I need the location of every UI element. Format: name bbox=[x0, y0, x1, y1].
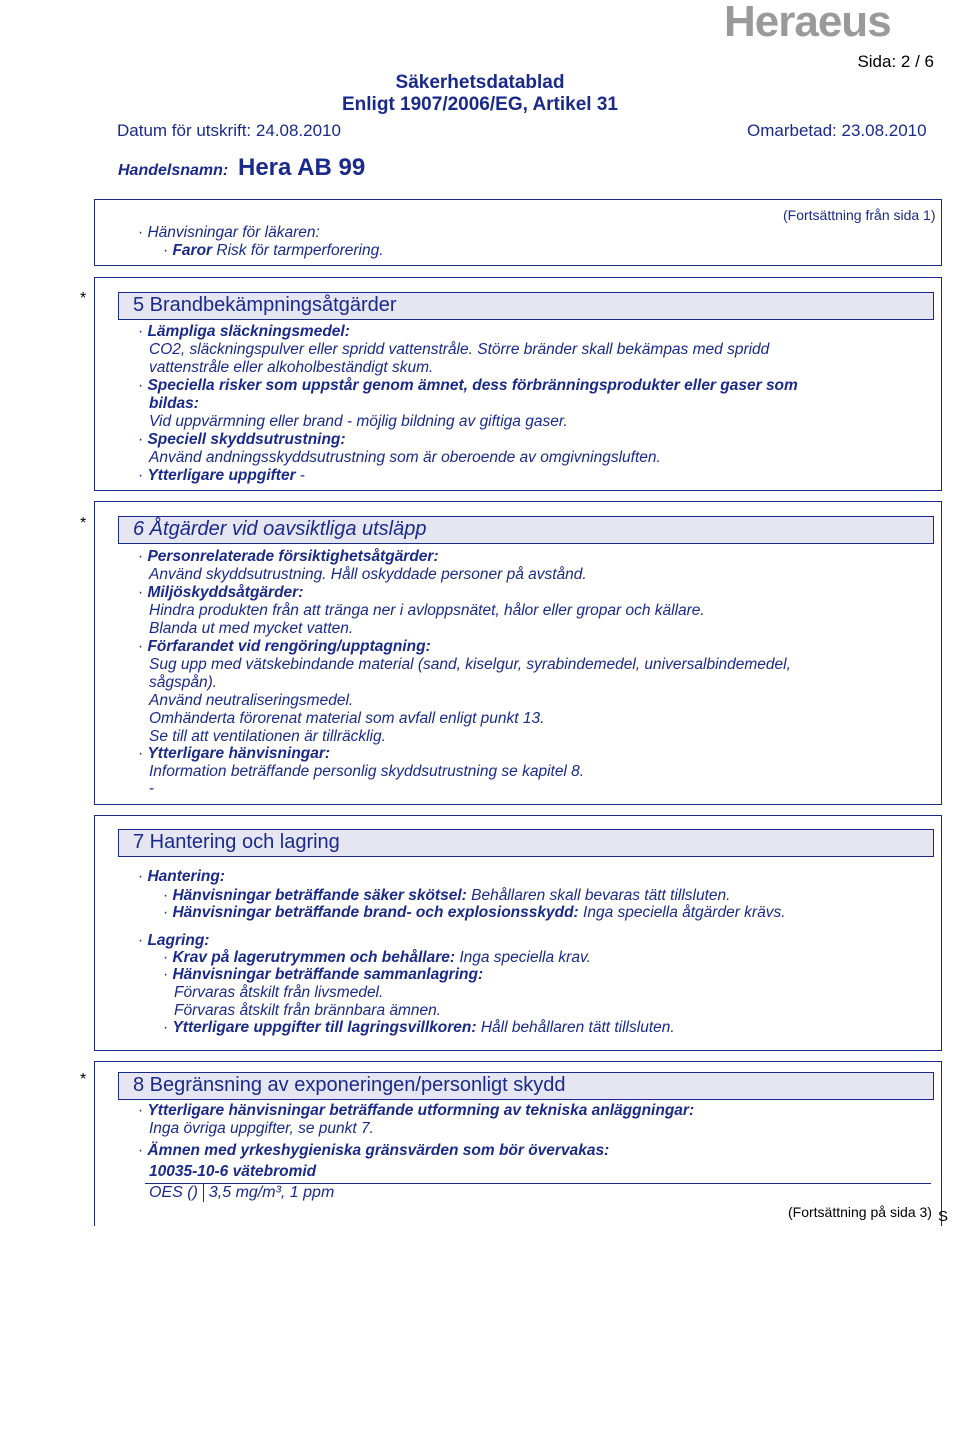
s7-storage-req-value: Inga speciella krav. bbox=[459, 949, 591, 966]
section-8-heading-bar bbox=[118, 1072, 934, 1100]
revised-date: Omarbetad: 23.08.2010 bbox=[747, 121, 927, 140]
s7-storage-conditions-label: Ytterligare uppgifter till lagringsvillkoren: bbox=[172, 1019, 477, 1036]
heraeus-logo: Heraeus bbox=[724, 0, 891, 46]
s6-further-refs-label: Ytterligare hänvisningar: bbox=[147, 745, 331, 762]
s7-storage-conditions-value: Håll behållaren tätt tillsluten. bbox=[480, 1019, 675, 1036]
s7-fire-protection-label: Hänvisningar beträffande brand- och explosionsskydd: bbox=[172, 904, 579, 921]
s6-cleanup-label: Förfarandet vid rengöring/upptagning: bbox=[147, 638, 431, 655]
s5-line-8: Använd andningsskyddsutrustning som är oberoende av omgivningsluften. bbox=[149, 449, 661, 466]
print-date: Datum för utskrift: 24.08.2010 bbox=[117, 121, 341, 140]
s6-line-11: Se till att ventilationen är tillräcklig. bbox=[149, 728, 386, 745]
s8-exposure-limits-label: Ämnen med yrkeshygieniska gränsvärden som bör övervakas: bbox=[147, 1142, 610, 1159]
section-6-heading-bar bbox=[118, 516, 934, 544]
s6-line-5: Blanda ut med mycket vatten. bbox=[149, 620, 354, 637]
continued-from: (Fortsättning från sida 1) bbox=[783, 207, 936, 223]
section-7-heading: 7 Hantering och lagring bbox=[133, 831, 340, 853]
s5-special-risks-label: Speciella risker som uppstår genom ämnet, dess förbränningsprodukter eller gaser som bbox=[147, 377, 798, 394]
section-5-star: * bbox=[80, 290, 87, 307]
s7-safe-handling-label: Hänvisningar beträffande säker skötsel: bbox=[172, 887, 467, 904]
limit-type-cell: OES () bbox=[149, 1184, 198, 1201]
document-title: Säkerhetsdatablad bbox=[395, 72, 565, 93]
s5-line-3: vattenstråle eller alkoholbeständigt skum. bbox=[149, 359, 434, 376]
section-5-heading-bar bbox=[118, 292, 934, 320]
continued-on: (Fortsättning på sida 3) bbox=[788, 1204, 932, 1220]
section-6-heading: 6 Åtgärder vid oavsiktliga utsläpp bbox=[133, 518, 427, 540]
s5-further-info-value: - bbox=[299, 467, 306, 484]
s6-environmental-label: Miljöskyddsåtgärder: bbox=[147, 584, 304, 601]
hazards-text: Risk för tarmperforering. bbox=[216, 242, 384, 259]
s5-line-5: bildas: bbox=[149, 395, 199, 412]
s8-engineering-label: Ytterligare hänvisningar beträffande utformning av tekniska anläggningar: bbox=[147, 1102, 695, 1119]
s5-line-2: CO2, släckningspulver eller spridd vattenstråle. Större bränder skall bekämpas med spridd bbox=[149, 341, 770, 358]
exposure-limits-table bbox=[149, 1184, 339, 1202]
trade-name: Hera AB 99 bbox=[238, 154, 366, 181]
s5-extinguishing-label: Lämpliga släckningsmedel: bbox=[147, 323, 350, 340]
s7-line-7: Förvaras åtskilt från livsmedel. bbox=[174, 984, 384, 1001]
s7-handling-label: Hantering: bbox=[147, 868, 225, 885]
document-subtitle: Enligt 1907/2006/EG, Artikel 31 bbox=[342, 94, 618, 115]
doctor-notes-label: Hänvisningar för läkaren: bbox=[147, 224, 320, 241]
s7-line-8: Förvaras åtskilt från brännbara ämnen. bbox=[174, 1002, 442, 1019]
footer-mark: S bbox=[937, 1208, 948, 1225]
section-7-heading-bar bbox=[118, 829, 934, 857]
s6-line-2: Använd skyddsutrustning. Håll oskyddade personer på avstånd. bbox=[149, 566, 587, 583]
hazards-label: Faror bbox=[172, 242, 213, 259]
section-5-heading: 5 Brandbekämpningsåtgärder bbox=[133, 294, 397, 316]
section-8-star: * bbox=[80, 1071, 87, 1088]
s7-fire-protection-value: Inga speciella åtgärder krävs. bbox=[583, 904, 786, 921]
s6-line-8: sågspån). bbox=[149, 674, 218, 691]
s5-further-info-label: Ytterligare uppgifter bbox=[147, 467, 296, 484]
s5-protective-equipment-label: Speciell skyddsutrustning: bbox=[147, 431, 346, 448]
s5-line-6: Vid uppvärmning eller brand - möjlig bildning av giftiga gaser. bbox=[149, 413, 568, 430]
page-number: Sida: 2 / 6 bbox=[857, 52, 934, 71]
s6-line-14: - bbox=[149, 780, 155, 797]
s6-line-13: Information beträffande personlig skyddsutrustning se kapitel 8. bbox=[149, 763, 585, 780]
section-6-star: * bbox=[80, 515, 87, 532]
s6-personal-precautions-label: Personrelaterade försiktighetsåtgärder: bbox=[147, 548, 439, 565]
table-row bbox=[149, 1184, 339, 1202]
s6-line-7: Sug upp med vätskebindande material (sand, kiselgur, syrabindemedel, universalbindemedel, bbox=[149, 656, 791, 673]
s7-joint-storage-label: Hänvisningar beträffande sammanlagring: bbox=[172, 966, 484, 983]
s6-line-4: Hindra produkten från att tränga ner i avloppsnätet, hålor eller gropar och källare. bbox=[149, 602, 705, 619]
s6-line-9: Använd neutraliseringsmedel. bbox=[149, 692, 354, 709]
s7-storage-req-label: Krav på lagerutrymmen och behållare: bbox=[172, 949, 456, 966]
s7-safe-handling-value: Behållaren skall bevaras tätt tillsluten. bbox=[471, 887, 731, 904]
section-8-heading: 8 Begränsning av exponeringen/personligt skydd bbox=[133, 1074, 566, 1096]
trade-name-label: Handelsnamn: bbox=[118, 162, 229, 179]
limit-value-cell: 3,5 mg/m³, 1 ppm bbox=[203, 1184, 339, 1202]
s7-storage-label: Lagring: bbox=[147, 932, 210, 949]
s6-line-10: Omhänderta förorenat material som avfall enligt punkt 13. bbox=[149, 710, 545, 727]
s8-line-2: Inga övriga uppgifter, se punkt 7. bbox=[149, 1120, 374, 1137]
doctor-notes-heading: · Hänvisningar för läkaren: bbox=[138, 224, 320, 241]
s8-substance: 10035-10-6 vätebromid bbox=[149, 1163, 317, 1180]
hazards-line: · Faror Risk för tarmperforering. bbox=[163, 242, 384, 259]
